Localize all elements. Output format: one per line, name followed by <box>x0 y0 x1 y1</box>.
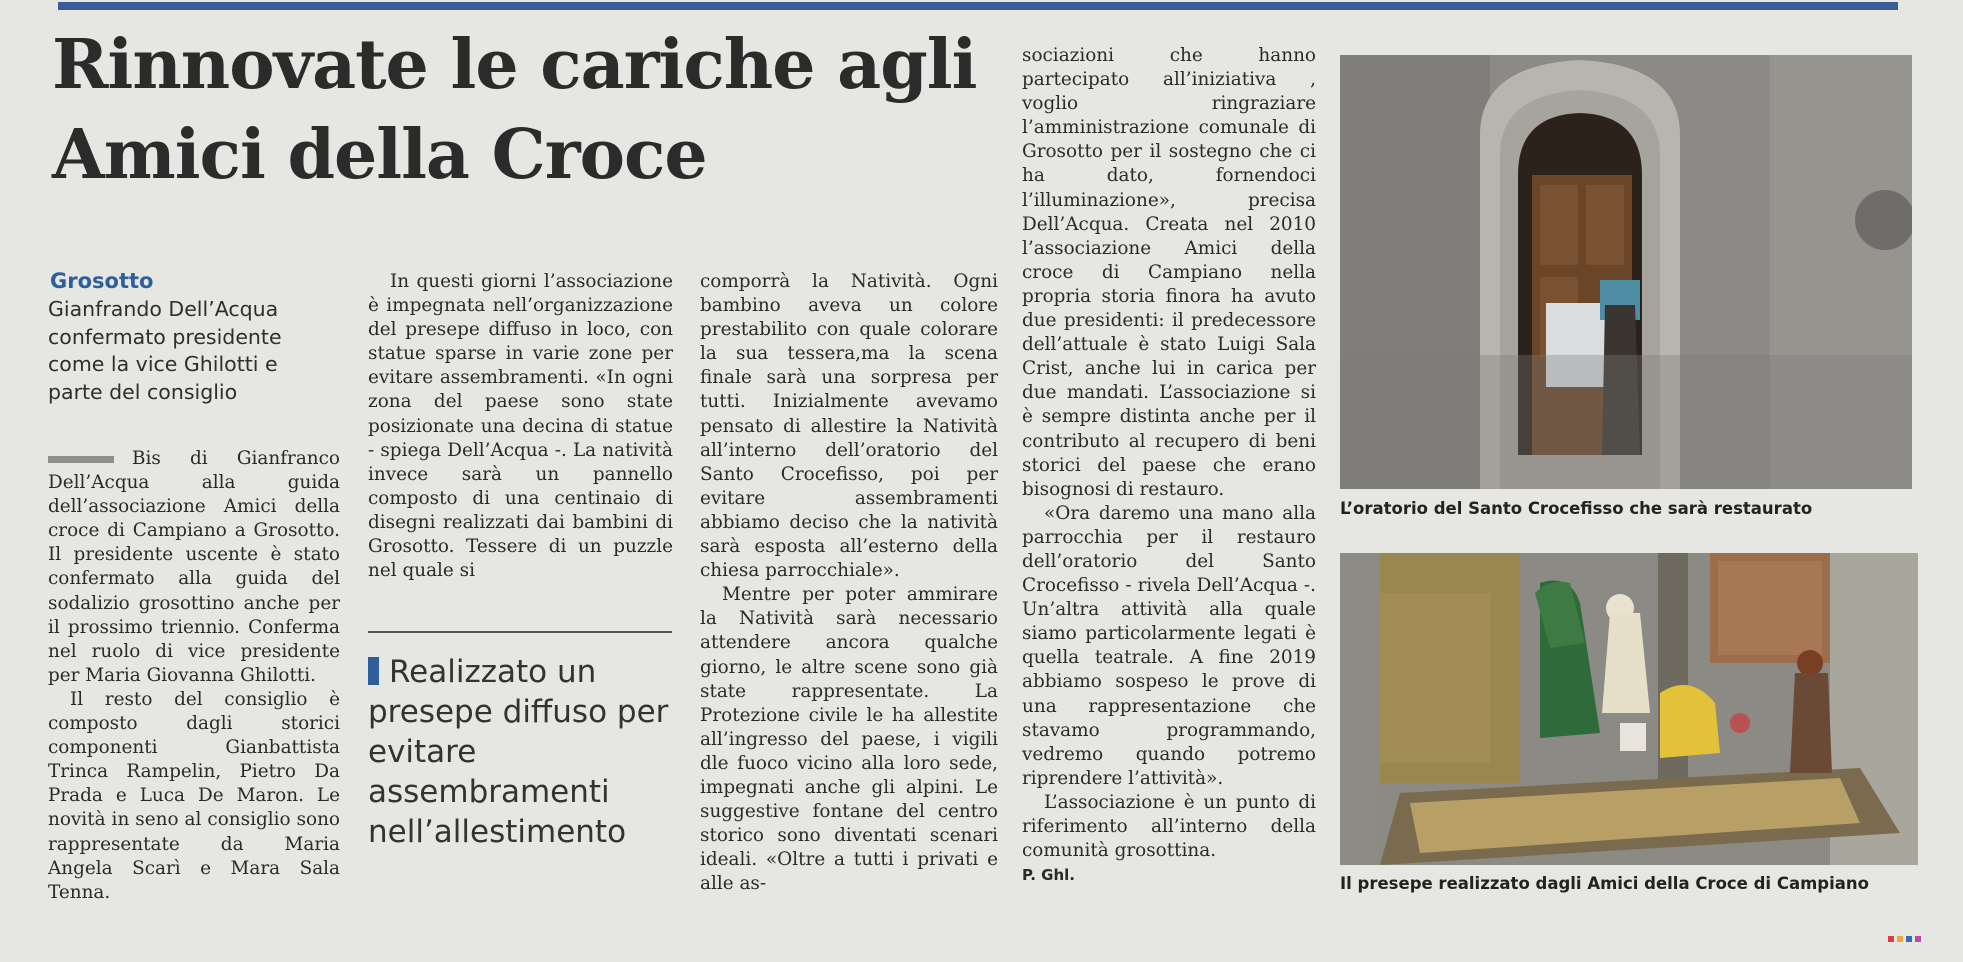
orange-mark <box>1897 936 1903 942</box>
column-1 <box>48 447 340 905</box>
headline: Rinnovate le cariche agli Amici della Croce <box>52 25 977 195</box>
magenta-mark <box>1915 936 1921 942</box>
presepe-image <box>1340 553 1918 865</box>
caption-oratorio: L’oratorio del Santo Crocefisso che sarà restaurato <box>1340 499 1813 518</box>
column-3 <box>700 270 998 896</box>
col4-paragraph-3: L’associazione è un punto di riferimento all’interno della comunità grosottina. <box>1022 791 1316 862</box>
pullquote: Realizzato un presepe diffuso per evitare assembramenti nell’allestimento <box>368 654 669 850</box>
oratorio-photo <box>1340 55 1912 489</box>
lead-bar <box>48 456 114 463</box>
signature: P. Ghl. <box>1022 866 1075 885</box>
col3-paragraph-2: Mentre per poter ammirare la Natività sarà necessario attendere ancora qualche giorno, le altre scene sono già state rappresentate. La Protezione civile le ha allestite all’ingresso del paese, i vigili dle fuoco vicino alla loro sede, impegnati anche gli alpini. Le suggestive fontane del centro storico sono diventati scenari ideali. «Oltre a tutti i privati e alle as- <box>700 584 998 895</box>
col1-paragraph-2: Il resto del consiglio è composto dagli storici componenti Gianbattista Trinca Rampelin, Pietro Da Prada e Luca De Maron. Le novità in seno al consiglio sono rappresentate da Maria Angela Scarì e Mara Sala Tenna. <box>48 688 340 903</box>
kicker-summary: Gianfrando Dell’Acqua confermato presidente come la vice Ghilotti e parte del consiglio <box>48 297 282 404</box>
presepe-photo <box>1340 553 1918 865</box>
col4-paragraph-2: «Ora daremo una mano alla parrocchia per il restauro dell’oratorio del Santo Crocefisso - rivela Dell’Acqua -. Un’altra attività alla quale siamo particolarmente legati è quella teatrale. A fine 2019 abbiamo sospeso le prove di una rappresentazione che stavamo programmando, vedremo quando potremo riprendere l’attività». <box>1022 502 1316 789</box>
col2-paragraph-1: In questi giorni l’associazione è impegnata nell’organizzazione del presepe diffuso in loco, con statue sparse in varie zone per evitare assembramenti. «In ogni zona del paese sono state posizionate una decina di statue - spiega Dell’Acqua -. La natività invece sarà un pannello composto di una centinaio di disegni realizzati dai bambini di Grosotto. Tessere di un puzzle nel quale si <box>368 271 673 582</box>
blue-mark <box>1906 936 1912 942</box>
top-rule <box>58 2 1898 10</box>
red-mark <box>1888 936 1894 942</box>
col4-paragraph-1: sociazioni che hanno partecipato all’iniziativa , voglio ringraziare l’amministrazione comunale di Grosotto per il sostegno che ci ha dato, fornendoci l’illuminazione», precisa Dell’Acqua. Creata nel 2010 l’associazione Amici della croce di Campiano nella propria storia finora ha avuto due presidenti: il predecessore dell’attuale è stato Luigi Sala Crist, anche lui in carica per due mandati. L’associazione si è sempre distinta anche per il contributo al recupero di beni storici del paese che erano bisognosi di restauro. <box>1022 45 1316 500</box>
col3-paragraph-1: comporrà la Natività. Ogni bambino aveva un colore prestabilito con quale colorare la sua tessera,ma la scena finale sarà una sorpresa per tutti. Inizialmente avevamo pensato di allestire la Natività all’interno dell’oratorio del Santo Crocefisso, poi per evitare assembramenti abbiamo deciso che la natività sarà esposta all’esterno della chiesa parrocchiale». <box>700 271 998 582</box>
column-4 <box>1022 44 1316 887</box>
caption-presepe: Il presepe realizzato dagli Amici della Croce di Campiano <box>1340 874 1869 893</box>
pullquote-mark <box>368 657 379 685</box>
kicker-place: Grosotto <box>50 269 154 293</box>
column-2 <box>368 270 673 583</box>
color-marks <box>1888 936 1921 942</box>
col1-paragraph-1: Bis di Gianfranco Dell’Acqua alla guida dell’associazione Amici della croce di Campiano a Grosotto. Il presidente uscente è stato confermato alla guida del sodalizio grosottino anche per il prossimo triennio. Conferma nel ruolo di vice presidente per Maria Giovanna Ghilotti. <box>48 448 340 686</box>
column-divider <box>368 631 672 633</box>
oratorio-image <box>1340 55 1912 489</box>
